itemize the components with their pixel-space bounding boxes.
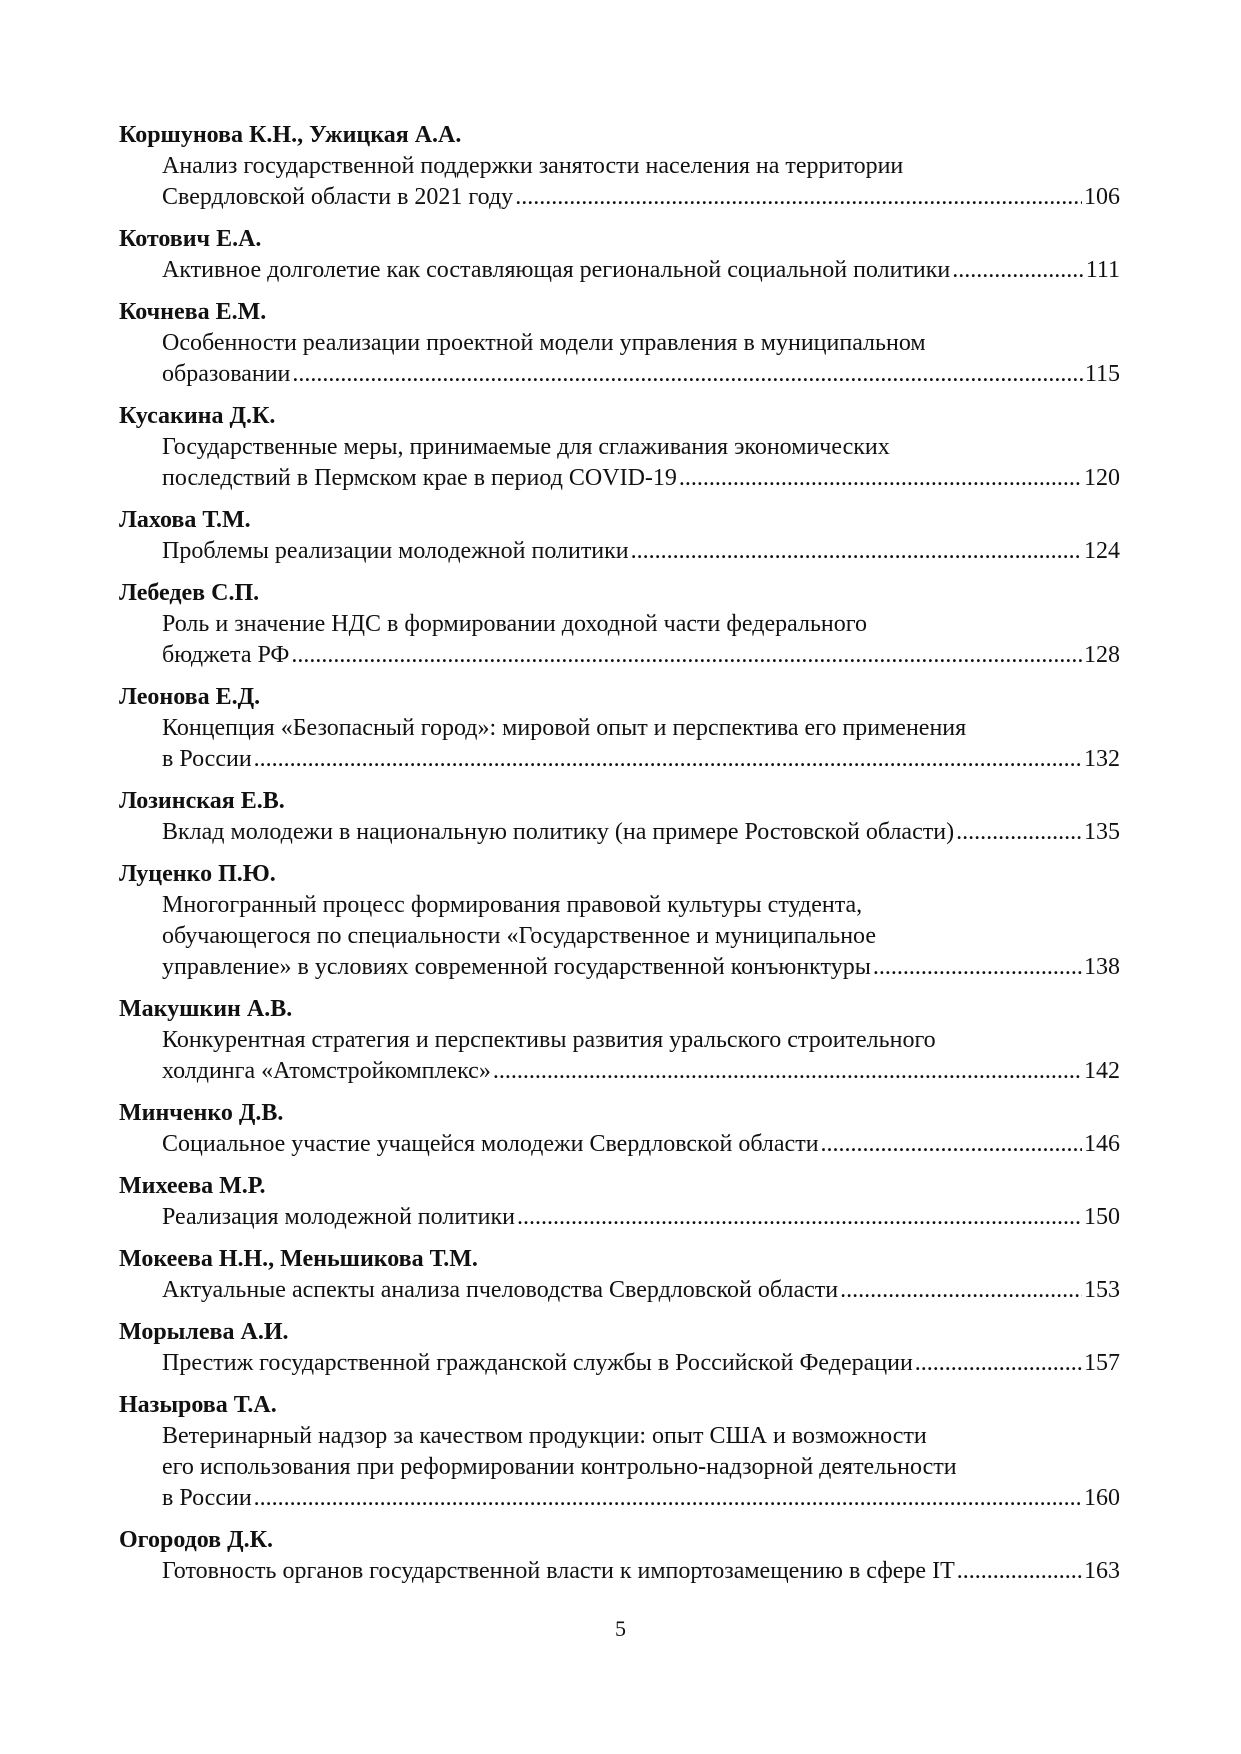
dot-leader [631,536,1082,567]
toc-page-number: 135 [1084,819,1120,845]
toc-title-text: Свердловской области в 2021 году [162,184,514,210]
toc-page-number: 128 [1084,642,1120,668]
dot-leader [956,817,1082,848]
toc-entry [119,578,1120,671]
toc-title-line: Анализ государственной поддержки занятости населения на территории [162,153,904,179]
dot-leader [679,463,1082,494]
toc-title-last-line [119,536,1120,567]
toc-title-line: Многогранный процесс формирования правовой культуры студента, [162,892,863,918]
toc-title-text: Вклад молодежи в национальную политику (на примере Ростовской области) [162,819,955,845]
toc-title-text: Престиж государственной гражданской службы в Российской Федерации [162,1350,913,1376]
dot-leader [515,182,1082,213]
toc-page-number: 106 [1084,184,1120,210]
toc-title-text: бюджета РФ [162,642,290,668]
toc-author: Котович Е.А. [119,226,262,252]
toc-title-last-line [119,952,1120,983]
toc-title-text: Социальное участие учащейся молодежи Свердловской области [162,1131,819,1157]
toc-author: Макушкин А.В. [119,996,293,1022]
toc-title-line: Государственные меры, принимаемые для сглаживания экономических [162,434,890,460]
toc-entry [119,120,1120,213]
toc-entry [119,1098,1120,1160]
toc-title-last-line [119,463,1120,494]
toc-page-number: 163 [1084,1558,1120,1584]
toc-author: Минченко Д.В. [119,1100,284,1126]
toc-title-text: холдинга «Атомстройкомплекс» [162,1058,491,1084]
toc-entry [119,1390,1120,1514]
toc-title-line: обучающегося по специальности «Государственное и муниципальное [162,923,876,949]
toc-author: Кусакина Д.К. [119,403,276,429]
toc-entry [119,1171,1120,1233]
toc-title-last-line [119,1129,1120,1160]
toc-entry [119,786,1120,848]
toc-page-number: 160 [1084,1485,1120,1511]
toc-page-number: 120 [1084,465,1120,491]
toc-author: Мокеева Н.Н., Меньшикова Т.М. [119,1246,478,1272]
toc-author: Михеева М.Р. [119,1173,266,1199]
toc-title-text: последствий в Пермском крае в период COVID-19 [162,465,677,491]
toc-title-last-line [119,182,1120,213]
dot-leader [821,1129,1082,1160]
dot-leader [517,1202,1082,1233]
toc-title-line: его использования при реформировании контрольно-надзорной деятельности [162,1454,957,1480]
dot-leader [873,952,1082,983]
dot-leader [957,1556,1082,1587]
toc-author: Назырова Т.А. [119,1392,277,1418]
dot-leader [840,1275,1082,1306]
toc-page-number: 115 [1084,361,1120,387]
toc-title-text: Активное долголетие как составляющая региональной социальной политики [162,257,951,283]
toc-title-text: Проблемы реализации молодежной политики [162,538,629,564]
toc-author: Леонова Е.Д. [119,684,261,710]
toc-entry [119,1244,1120,1306]
dot-leader [291,640,1082,671]
toc-entry [119,859,1120,983]
toc-title-last-line [119,1556,1120,1587]
toc-title-last-line [119,1483,1120,1514]
toc-title-line: Особенности реализации проектной модели управления в муниципальном [162,330,926,356]
toc-page-number: 142 [1084,1058,1120,1084]
toc-author: Коршунова К.Н., Ужицкая А.А. [119,122,462,148]
toc-entry [119,994,1120,1087]
dot-leader [254,1483,1082,1514]
toc-page-number: 150 [1084,1204,1120,1230]
toc-author: Лебедев С.П. [119,580,260,606]
toc-entry [119,505,1120,567]
toc-title-line: Ветеринарный надзор за качеством продукции: опыт США и возможности [162,1423,927,1449]
toc-page-number: 124 [1084,538,1120,564]
toc-title-last-line [119,1348,1120,1379]
toc-author: Лахова Т.М. [119,507,251,533]
toc-author: Огородов Д.К. [119,1527,274,1553]
toc-title-text: в России [162,1485,252,1511]
toc-title-text: Реализация молодежной политики [162,1204,515,1230]
toc-page-number: 146 [1084,1131,1120,1157]
table-of-contents [119,120,1120,1598]
page-number: 5 [615,1616,626,1641]
dot-leader [952,255,1084,286]
dot-leader [493,1056,1082,1087]
toc-page-number: 153 [1084,1277,1120,1303]
toc-title-line: Конкурентная стратегия и перспективы развития уральского строительного [162,1027,936,1053]
toc-entry [119,682,1120,775]
toc-title-last-line [119,640,1120,671]
dot-leader [915,1348,1082,1379]
toc-author: Морылева А.И. [119,1319,289,1345]
toc-page-number: 138 [1084,954,1120,980]
toc-entry [119,1525,1120,1587]
toc-title-text: Готовность органов государственной власти к импортозамещению в сфере IT [162,1558,955,1584]
toc-author: Луценко П.Ю. [119,861,276,887]
toc-title-text: в России [162,746,252,772]
toc-page-number: 157 [1084,1350,1120,1376]
toc-title-line: Концепция «Безопасный город»: мировой опыт и перспектива его применения [162,715,967,741]
toc-title-text: Актуальные аспекты анализа пчеловодства Свердловской области [162,1277,839,1303]
toc-page-number: 111 [1085,257,1120,283]
toc-page-number: 132 [1084,746,1120,772]
toc-author: Лозинская Е.В. [119,788,285,814]
toc-entry [119,224,1120,286]
toc-entry [119,297,1120,390]
toc-author: Кочнева Е.М. [119,299,267,325]
toc-title-last-line [119,359,1120,390]
dot-leader [254,744,1082,775]
toc-title-last-line [119,255,1120,286]
toc-title-text: образовании [162,361,291,387]
toc-title-last-line [119,1202,1120,1233]
toc-entry [119,1317,1120,1379]
toc-title-last-line [119,744,1120,775]
dot-leader [292,359,1082,390]
toc-title-line: Роль и значение НДС в формировании доходной части федерального [162,611,867,637]
toc-title-last-line [119,817,1120,848]
toc-title-last-line [119,1056,1120,1087]
toc-title-text: управление» в условиях современной государственной конъюнктуры [162,954,871,980]
toc-entry [119,401,1120,494]
toc-title-last-line [119,1275,1120,1306]
